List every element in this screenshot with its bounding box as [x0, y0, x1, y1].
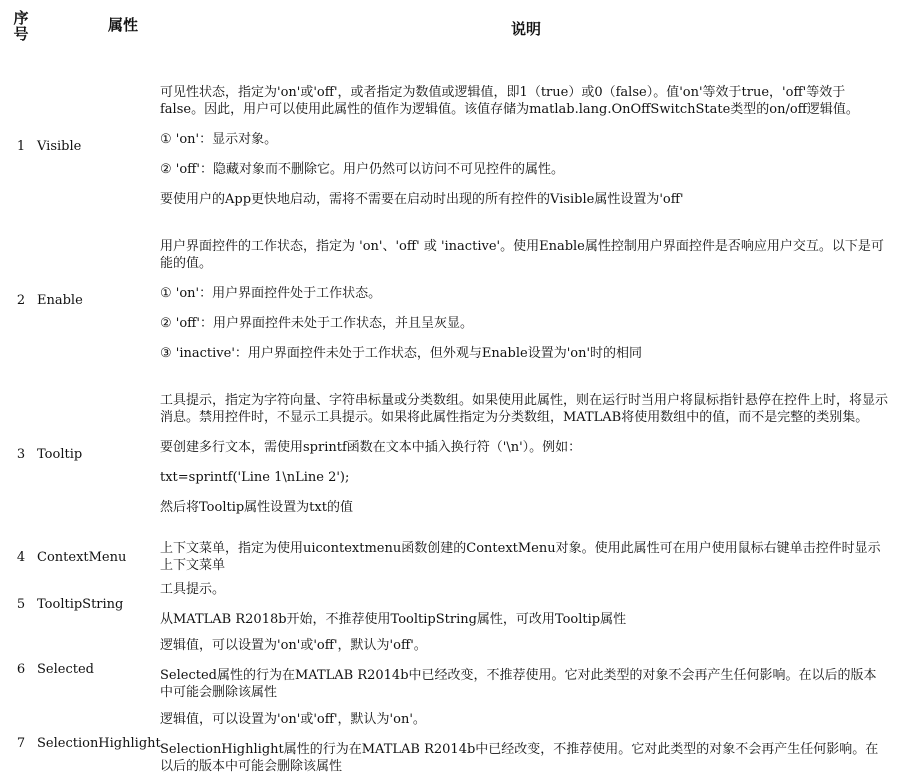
table-row: [6, 62, 892, 230]
property-description: [160, 632, 892, 706]
property-description: [160, 370, 892, 538]
desc-line: 从MATLAB R2018b开始，不推荐使用TooltipString属性，可改用Tooltip属性: [160, 611, 627, 627]
desc-line: ① 'on'：显示对象。: [160, 132, 278, 147]
property-name: Enable: [37, 292, 83, 308]
row-number: 1: [16, 138, 26, 154]
row-number: 4: [16, 549, 26, 565]
desc-line: 逻辑值，可以设置为'on'或'off'，默认为'on'。: [160, 712, 426, 727]
property-name: Tooltip: [37, 446, 83, 462]
desc-line: ③ 'inactive'：用户界面控件未处于工作状态，但外观与Enable设置为'on'时的相同: [160, 346, 643, 361]
header-desc: 说明: [510, 20, 541, 38]
row-number: 6: [16, 661, 26, 677]
desc-line: 然后将Tooltip属性设置为txt的值: [160, 500, 353, 515]
property-name: ContextMenu: [37, 549, 127, 565]
row-number: 2: [16, 292, 26, 308]
desc-line: ① 'on'：用户界面控件处于工作状态。: [160, 286, 382, 301]
property-description: [160, 576, 892, 632]
row-number: 3: [16, 446, 26, 462]
row-number: 5: [16, 596, 26, 612]
desc-line: txt=sprintf('Line 1\nLine 2');: [160, 470, 350, 485]
property-description: [160, 706, 892, 780]
table-row: [6, 370, 892, 538]
desc-line: 可见性状态，指定为'on'或'off'，或者指定为数值或逻辑值，即1（true）或0（false）。值'on'等效于true，'off'等效于false。因此，用户可以使用此属性的值作为逻辑值。该值存储为matlab.lang.OnOffSwitchState类型的on/off逻辑值。: [160, 85, 859, 117]
table-row: [6, 632, 892, 706]
row-number: 7: [16, 735, 26, 751]
desc-line: 用户界面控件的工作状态，指定为 'on'、'off' 或 'inactive'。使用Enable属性控制用户界面控件是否响应用户交互。以下是可能的值。: [160, 239, 884, 271]
table-row: [6, 230, 892, 370]
property-name: SelectionHighlight: [37, 735, 161, 751]
desc-line: 工具提示，指定为字符向量、字符串标量或分类数组。如果使用此属性，则在运行时当用户将鼠标指针悬停在控件上时，将显示消息。禁用控件时，不显示工具提示。如果将此属性指定为分类数组，MATLAB将使用数组中的值，而不是完整的类别集。: [160, 393, 889, 425]
properties-table: [6, 0, 892, 780]
property-description: [160, 538, 892, 576]
header-seq: 序号: [13, 9, 29, 43]
property-description: [160, 230, 892, 370]
property-name: Selected: [37, 661, 94, 677]
desc-line: 工具提示。: [160, 581, 226, 597]
desc-line: ② 'off'：隐藏对象而不删除它。用户仍然可以访问不可见控件的属性。: [160, 162, 564, 177]
table-row: [6, 576, 892, 632]
property-description: [160, 62, 892, 230]
desc-line: 要使用户的App更快地启动，需将不需要在启动时出现的所有控件的Visible属性设置为'off': [160, 192, 684, 207]
desc-line: 要创建多行文本，需使用sprintf函数在文本中插入换行符（'\n'）。例如：: [160, 440, 582, 455]
header-prop: 属性: [108, 16, 139, 34]
table-header-row: [6, 0, 892, 62]
desc-line: SelectionHighlight属性的行为在MATLAB R2014b中已经改变，不推荐使用。它对此类型的对象不会再产生任何影响。在以后的版本中可能会删除该属性: [160, 742, 879, 774]
property-name: Visible: [37, 138, 82, 154]
property-name: TooltipString: [37, 596, 124, 612]
desc-line: ② 'off'：用户界面控件未处于工作状态，并且呈灰显。: [160, 316, 473, 331]
table-row: [6, 538, 892, 576]
desc-line: 逻辑值，可以设置为'on'或'off'，默认为'off'。: [160, 638, 427, 653]
desc-line: Selected属性的行为在MATLAB R2014b中已经改变，不推荐使用。它对此类型的对象不会再产生任何影响。在以后的版本中可能会删除该属性: [160, 668, 877, 700]
desc-line: 上下文菜单，指定为使用uicontextmenu函数创建的ContextMenu对象。使用此属性可在用户使用鼠标右键单击控件时显示上下文菜单: [160, 541, 881, 573]
table-row: [6, 706, 892, 780]
